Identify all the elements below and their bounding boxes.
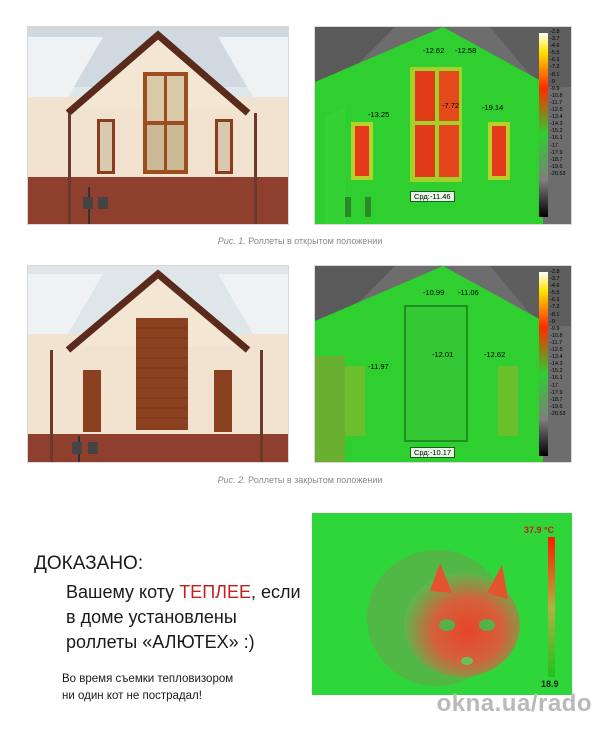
- thermal-label: -12.01: [432, 350, 454, 359]
- proof-line-2: в доме установлены: [66, 607, 237, 627]
- thermal-label: -10.99: [423, 288, 445, 297]
- figure-caption: [0, 475, 600, 485]
- thermal-label: -12.62: [423, 46, 445, 55]
- temperature-scale: -2.8 -3.7 -4.6 -5.5 -6.3 -7.2 -8.1 -9 -9.9 -10.8 -11.7 -12.5 -13.4 -14.3 -15.2 -16.1 -17 -17.9 -18.7 -19.6 -20.53: [550, 29, 566, 177]
- cat-max-temperature: 37.9 °C: [524, 525, 555, 535]
- thermal-label: -11.97: [368, 362, 389, 371]
- average-temperature: Срд:-11.46: [410, 191, 455, 202]
- proof-line-1: Вашему коту ТЕПЛЕЕ, если: [66, 582, 301, 602]
- figure-number: Рис. 2.: [217, 475, 246, 485]
- temperature-scale: -2.8 -3.7 -4.6 -5.5 -6.3 -7.2 -8.1 -9 -9.9 -10.8 -11.7 -12.5 -13.4 -14.3 -15.2 -16.1 -17 -17.9 -18.7 -19.6 -20.53: [550, 269, 566, 417]
- watermark: okna.ua/rado: [436, 690, 592, 717]
- average-temperature: Срд:-10.17: [410, 447, 455, 458]
- thermal-label: -13.25: [368, 110, 390, 119]
- proof-line-3: роллеты «АЛЮТЕХ» :): [66, 632, 255, 652]
- figure-caption-text: Роллеты в закрытом положении: [248, 475, 383, 485]
- note-line-2: ни один кот не пострадал!: [62, 690, 202, 702]
- figure-number: Рис. 1.: [217, 236, 246, 246]
- figure-caption: [0, 236, 600, 246]
- thermal-label: -12.62: [484, 350, 506, 359]
- house-photo-closed: [27, 265, 289, 463]
- thermal-label: -7.72: [442, 101, 460, 110]
- thermal-label: -19.14: [482, 103, 504, 112]
- thermal-label: -12.58: [455, 46, 477, 55]
- cat-min-temperature: 18.9: [541, 679, 559, 689]
- highlight-warmer: ТЕПЛЕЕ: [179, 582, 251, 602]
- cat-thermal-image: [312, 513, 572, 695]
- note-line-1: Во время съемки тепловизором: [62, 673, 234, 685]
- thermal-label: -11.06: [458, 288, 479, 297]
- proof-title: ДОКАЗАНО:: [34, 553, 144, 574]
- figure-caption-text: Роллеты в открытом положении: [248, 236, 383, 246]
- house-photo-open: [27, 26, 289, 225]
